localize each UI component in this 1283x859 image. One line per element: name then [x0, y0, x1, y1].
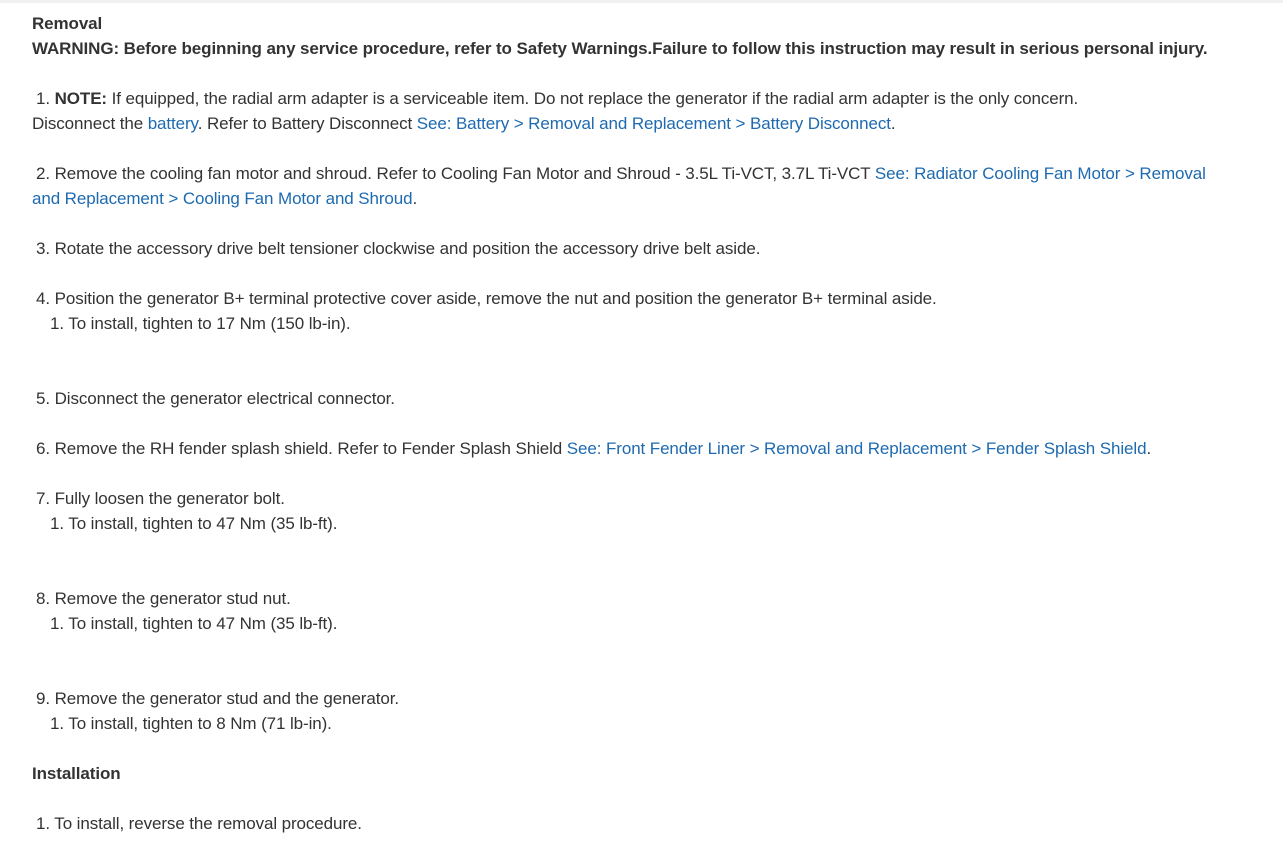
removal-step-1 — [32, 86, 1257, 136]
step-text: Position the generator B+ terminal protective cover aside, remove the nut and position the generator B+ terminal aside. — [49, 289, 937, 308]
step-text: . Refer to Battery Disconnect — [197, 114, 417, 133]
torque-substep: 1. To install, tighten to 17 Nm (150 lb-in). — [50, 314, 351, 333]
cooling-fan-motor-link-continued[interactable]: and Replacement > Cooling Fan Motor and Shroud — [32, 189, 413, 208]
note-label: NOTE: — [54, 89, 107, 108]
step-text: Remove the generator stud and the generator. — [49, 689, 399, 708]
safety-warning: WARNING: Before beginning any service procedure, refer to Safety Warnings.Failure to follow this instruction may result in serious personal injury. — [32, 39, 1208, 58]
removal-step-7 — [32, 486, 1257, 536]
step-text: . — [1146, 439, 1152, 458]
fender-splash-shield-link[interactable]: See: Front Fender Liner > Removal and Replacement > Fender Splash Shield — [566, 439, 1147, 458]
removal-step-9 — [32, 686, 1257, 736]
step-text: Remove the generator stud nut. — [49, 589, 291, 608]
removal-heading: Removal — [32, 14, 103, 33]
step-text: Disconnect the generator electrical connector. — [49, 389, 395, 408]
step-number: 6. — [36, 439, 50, 458]
step-number: 3. — [36, 239, 50, 258]
step-number: 1. — [36, 814, 50, 833]
step-number: 4. — [36, 289, 50, 308]
step-text: Remove the cooling fan motor and shroud. Refer to Cooling Fan Motor and Shroud - 3.5L Ti-VCT, 3.7L Ti-VCT — [49, 164, 875, 183]
removal-step-4 — [32, 286, 1257, 336]
removal-step-5 — [36, 386, 1257, 411]
step-text: Fully loosen the generator bolt. — [49, 489, 285, 508]
cooling-fan-motor-link[interactable]: See: Radiator Cooling Fan Motor > Removal — [874, 164, 1206, 183]
torque-substep: 1. To install, tighten to 47 Nm (35 lb-ft). — [50, 614, 338, 633]
step-number: 1. — [36, 89, 50, 108]
step-text: Disconnect the — [32, 114, 148, 133]
note-text: If equipped, the radial arm adapter is a serviceable item. Do not replace the generator if the radial arm adapter is the only concern. — [107, 89, 1079, 108]
torque-substep: 1. To install, tighten to 8 Nm (71 lb-in). — [50, 714, 332, 733]
removal-step-2 — [32, 161, 1257, 211]
battery-disconnect-link[interactable]: See: Battery > Removal and Replacement > Battery Disconnect — [416, 114, 891, 133]
step-number: 8. — [36, 589, 50, 608]
step-number: 5. — [36, 389, 50, 408]
removal-step-3 — [36, 236, 1257, 261]
step-text: Rotate the accessory drive belt tensioner clockwise and position the accessory drive belt aside. — [49, 239, 761, 258]
step-number: 2. — [36, 164, 50, 183]
removal-step-6 — [36, 436, 1257, 461]
installation-step-1 — [36, 811, 1257, 836]
battery-link[interactable]: battery — [147, 114, 198, 133]
top-divider — [0, 0, 1283, 3]
step-number: 9. — [36, 689, 50, 708]
step-text: . — [412, 189, 418, 208]
procedure-document — [32, 11, 1257, 836]
step-number: 7. — [36, 489, 50, 508]
step-text: . — [890, 114, 896, 133]
step-text: Remove the RH fender splash shield. Refer to Fender Splash Shield — [49, 439, 567, 458]
step-text: To install, reverse the removal procedure. — [49, 814, 362, 833]
removal-step-8 — [32, 586, 1257, 636]
installation-heading: Installation — [32, 764, 121, 783]
torque-substep: 1. To install, tighten to 47 Nm (35 lb-ft). — [50, 514, 338, 533]
